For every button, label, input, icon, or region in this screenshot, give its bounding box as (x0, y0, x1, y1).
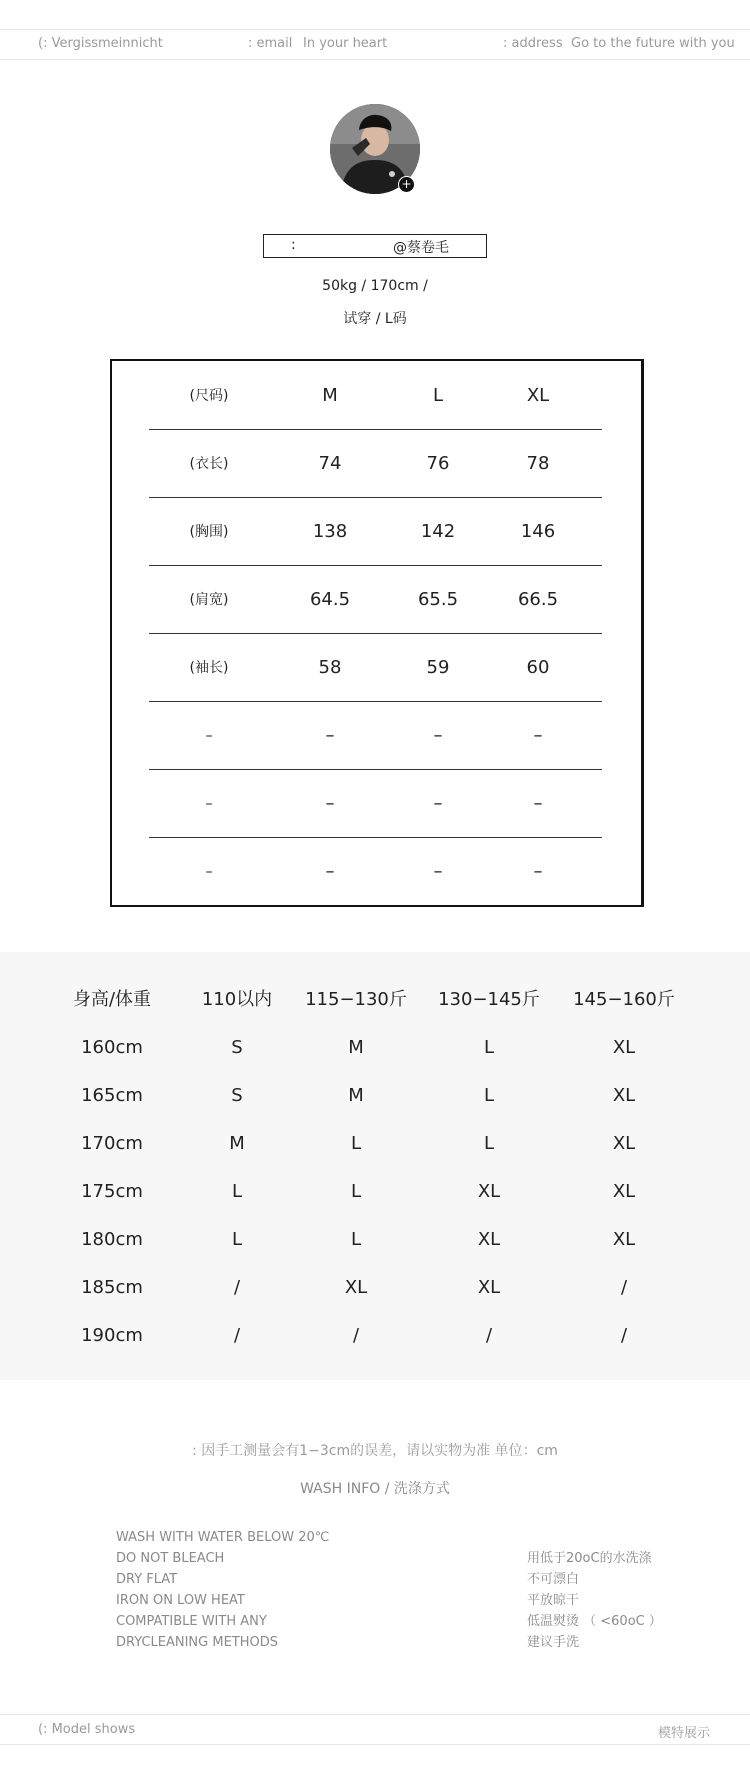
recommendation-row (0, 1120, 750, 1168)
size-table-row (149, 362, 602, 430)
wash-english-item: DO NOT BLEACH (116, 1551, 225, 1566)
size-row-label: (衣长) (189, 456, 229, 472)
recommended-size: L (483, 1037, 495, 1058)
recommended-size: L (350, 1133, 362, 1154)
recommended-size: L (350, 1181, 362, 1202)
size-value: – (325, 725, 335, 746)
size-value: 60 (526, 657, 550, 678)
size-row-label: – (205, 728, 213, 744)
recommendation-header-row (0, 976, 750, 1024)
wash-chinese-item: 建议手洗 (527, 1635, 580, 1650)
wash-english-item: DRYCLEANING METHODS (116, 1635, 278, 1650)
wash-english-list (116, 1527, 329, 1653)
model-stats: 50kg / 170cm / (322, 278, 428, 294)
size-value: XL (526, 385, 550, 406)
size-table-row (149, 838, 602, 906)
recommended-size: XL (477, 1181, 501, 1202)
height-label: 165cm (81, 1085, 143, 1106)
email-value: In your heart (303, 36, 388, 51)
recommendation-row (0, 1072, 750, 1120)
size-table-row (149, 498, 602, 566)
size-value: 146 (520, 521, 556, 542)
size-row-label: – (205, 864, 213, 880)
recommended-size: M (348, 1037, 364, 1058)
wash-chinese-item: 低温熨烫 （ <60oC ） (527, 1614, 662, 1629)
recommended-size: L (350, 1229, 362, 1250)
wash-chinese-item: 用低于20oC的水洗涤 (527, 1551, 652, 1566)
size-value: – (533, 725, 543, 746)
size-row-label: (肩宽) (189, 592, 229, 608)
recommended-size: M (229, 1133, 245, 1154)
size-value: 78 (526, 453, 550, 474)
recommended-size: L (231, 1229, 243, 1250)
size-value: – (433, 725, 443, 746)
recommended-size: M (348, 1085, 364, 1106)
size-value: 64.5 (309, 589, 351, 610)
recommendation-row (0, 1168, 750, 1216)
size-value: – (433, 861, 443, 882)
recommended-size: XL (344, 1277, 368, 1298)
size-value: L (432, 385, 444, 406)
height-label: 185cm (81, 1277, 143, 1298)
size-value: 58 (318, 657, 342, 678)
wash-info-title: WASH INFO / 洗涤方式 (300, 1481, 450, 1497)
recommendation-header-cell: 115−130斤 (305, 989, 407, 1010)
address-value: Go to the future with you (571, 36, 735, 51)
size-table-row (149, 702, 602, 770)
header-top-rule (0, 29, 750, 30)
size-value: – (533, 793, 543, 814)
size-row-label: – (205, 796, 213, 812)
recommended-size: XL (477, 1229, 501, 1250)
recommended-size: XL (612, 1133, 636, 1154)
recommendation-row (0, 1216, 750, 1264)
recommendation-row (0, 1312, 750, 1360)
recommended-size: XL (612, 1037, 636, 1058)
size-row-label: (袖长) (189, 660, 229, 676)
size-value: 59 (426, 657, 450, 678)
recommendation-row (0, 1264, 750, 1312)
recommended-size: XL (477, 1277, 501, 1298)
height-label: 190cm (81, 1325, 143, 1346)
size-value: 65.5 (417, 589, 459, 610)
recommended-size: / (352, 1325, 360, 1346)
recommendation-header-cell: 145−160斤 (573, 989, 675, 1010)
recommended-size: / (620, 1325, 628, 1346)
size-table-row (149, 770, 602, 838)
recommended-size: XL (612, 1181, 636, 1202)
size-table-row (149, 634, 602, 702)
recommended-size: / (485, 1325, 493, 1346)
footer-right-text: 模特展示 (658, 1726, 711, 1741)
size-value: 74 (318, 453, 342, 474)
recommendation-header-cell: 110以内 (201, 989, 273, 1010)
recommendation-header-cell: 身高/体重 (72, 989, 152, 1010)
wash-english-item: WASH WITH WATER BELOW 20℃ (116, 1530, 330, 1545)
size-value: M (322, 385, 338, 406)
wash-english-item: IRON ON LOW HEAT (116, 1593, 245, 1608)
measure-note: : 因手工测量会有1−3cm的误差，请以实物为准 单位：cm (192, 1443, 558, 1459)
header-bottom-rule (0, 59, 750, 60)
wash-chinese-list (527, 1548, 662, 1653)
recommended-size: / (620, 1277, 628, 1298)
wash-chinese-item: 平放晾干 (527, 1593, 580, 1608)
brand-text: (: Vergissmeinnicht (38, 36, 163, 51)
size-value: 138 (312, 521, 348, 542)
size-table-row (149, 430, 602, 498)
recommendation-header-cell: 130−145斤 (438, 989, 540, 1010)
size-value: 76 (426, 453, 450, 474)
size-value: – (433, 793, 443, 814)
recommended-size: S (231, 1037, 243, 1058)
height-label: 170cm (81, 1133, 143, 1154)
recommended-size: / (233, 1325, 241, 1346)
size-value: – (325, 861, 335, 882)
email-label: : email (248, 36, 293, 51)
wash-english-item: DRY FLAT (116, 1572, 178, 1587)
model-name-prefix: : (291, 237, 296, 253)
model-fit: 试穿 / L码 (343, 311, 407, 327)
recommended-size: L (231, 1181, 243, 1202)
recommended-size: L (483, 1085, 495, 1106)
address-label: : address (503, 36, 563, 51)
height-label: 175cm (81, 1181, 143, 1202)
size-row-label: (胸围) (189, 524, 229, 540)
size-value: 142 (420, 521, 456, 542)
model-name: @蔡卷毛 (393, 240, 449, 256)
height-label: 160cm (81, 1037, 143, 1058)
recommended-size: L (483, 1133, 495, 1154)
wash-english-item: COMPATIBLE WITH ANY (116, 1614, 267, 1629)
follow-plus-icon[interactable]: + (398, 176, 415, 193)
size-value: – (533, 861, 543, 882)
model-name-box (263, 234, 487, 258)
size-value: – (325, 793, 335, 814)
recommended-size: XL (612, 1085, 636, 1106)
recommended-size: XL (612, 1229, 636, 1250)
recommended-size: S (231, 1085, 243, 1106)
height-label: 180cm (81, 1229, 143, 1250)
footer-top-rule (0, 1714, 750, 1715)
recommended-size: / (233, 1277, 241, 1298)
size-value: 66.5 (517, 589, 559, 610)
size-row-label: (尺码) (189, 388, 229, 404)
footer-bottom-rule (0, 1744, 750, 1745)
size-table-row (149, 566, 602, 634)
wash-chinese-item: 不可漂白 (527, 1572, 580, 1587)
footer-left-text: (: Model shows (38, 1722, 136, 1737)
recommendation-row (0, 1024, 750, 1072)
